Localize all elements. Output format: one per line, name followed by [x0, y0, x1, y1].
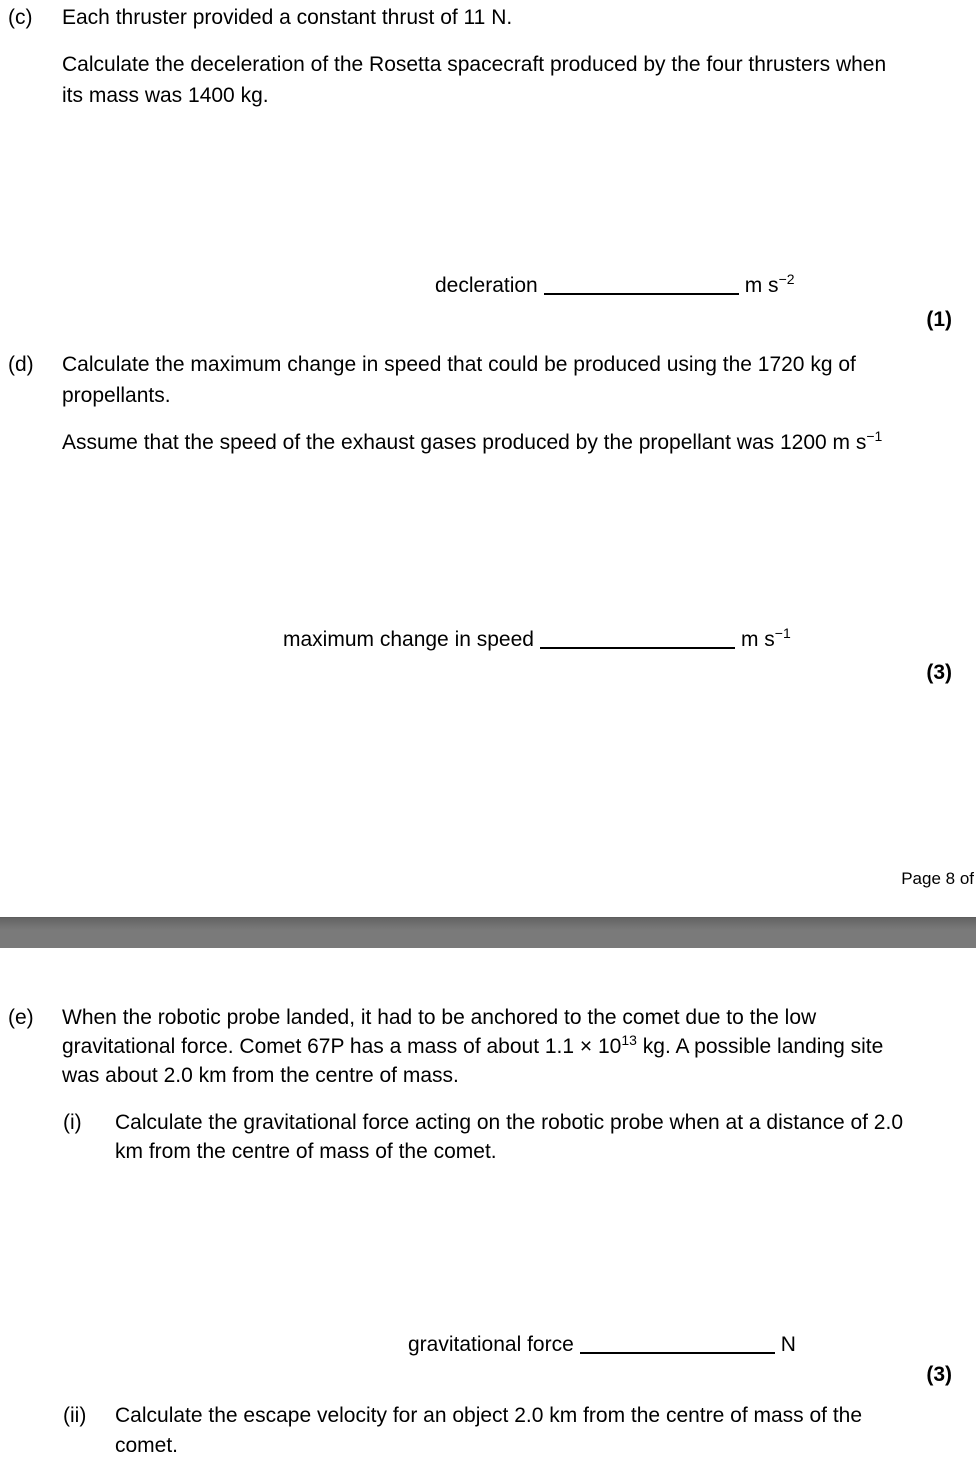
part-e-i-body-line-1: Calculate the gravitational force acting on the robotic probe when at a distance of 2.0: [115, 1111, 903, 1134]
answer-blank-gravitational-force: [580, 1336, 775, 1354]
answer-label-deceleration: decleration: [435, 274, 538, 297]
page-footer: Page 8 of: [901, 869, 974, 888]
part-e-ii-body-line-2: comet.: [115, 1434, 179, 1457]
part-d-assume-line: Assume that the speed of the exhaust gases produced by the propellant was 1200 m $s^{-1}$: [62, 428, 883, 454]
part-e-body-line-3: was about 2.0 km from the centre of mass.: [62, 1064, 459, 1087]
part-d-assume-block: [62, 427, 882, 458]
unit-superscript: −1: [774, 625, 791, 641]
part-e-ii-body-block: [63, 1401, 862, 1461]
part-c-body-line-1: Calculate the deceleration of the Rosetta spacecraft produced by the four thrusters when: [62, 53, 887, 76]
part-d-label: (d): [8, 353, 34, 376]
part-e-ii-label: (ii): [63, 1404, 87, 1427]
answer-row-gravitational-force: [408, 1329, 796, 1360]
answer-label-max-change-speed: maximum change in speed: [283, 628, 534, 651]
part-e-label: (e): [8, 1006, 34, 1029]
part-e-i-body-block: [63, 1108, 903, 1166]
marks-badge-c: (1): [926, 308, 952, 331]
answer-row-max-change-speed: [283, 624, 791, 655]
page-separator-bar: [0, 917, 976, 948]
part-e-ii-body-line-1: Calculate the escape velocity for an object 2.0 km from the centre of mass of the: [115, 1404, 863, 1427]
unit-label-ms1: m $s^{-1}$: [740, 625, 791, 651]
part-c-intro-text: Each thruster provided a constant thrust of 11 N.: [62, 6, 513, 29]
part-d-body-block: [8, 349, 856, 411]
part-d-body-line-1: Calculate the maximum change in speed that could be produced using the 1720 kg of: [62, 353, 856, 376]
marks-badge-e-i: (3): [926, 1363, 952, 1386]
answer-blank-deceleration: [544, 277, 739, 295]
part-c-label: (c): [8, 6, 33, 29]
part-e-i-body-line-2: km from the centre of mass of the comet.: [115, 1140, 497, 1163]
answer-blank-max-change-speed: [540, 631, 735, 649]
unit-label-ms2: m $s^{-2}$: [744, 271, 795, 297]
part-d-body-line-2: propellants.: [62, 384, 171, 407]
assume-superscript: −1: [866, 428, 883, 444]
part-c-intro-block: [8, 2, 512, 33]
mass-exponent-superscript: 13: [621, 1032, 637, 1048]
part-e-body-line-2: gravitational force. Comet 67P has a mass of about $1.1 \times 10^{13}$ kg. A possible landing site: [62, 1032, 884, 1058]
unit-superscript: −2: [778, 271, 795, 287]
answer-label-gravitational-force: gravitational force: [408, 1333, 574, 1356]
marks-badge-d: (3): [926, 661, 952, 684]
answer-row-deceleration: [435, 270, 795, 301]
unit-label-newton: N: [780, 1333, 796, 1356]
part-c-body-line-2: its mass was 1400 kg.: [62, 84, 269, 107]
part-c-body-block: [62, 49, 886, 111]
part-e-body-block: [8, 1003, 883, 1090]
part-e-i-label: (i): [63, 1111, 82, 1134]
part-e-body-line-1: When the robotic probe landed, it had to be anchored to the comet due to the low: [62, 1006, 817, 1029]
